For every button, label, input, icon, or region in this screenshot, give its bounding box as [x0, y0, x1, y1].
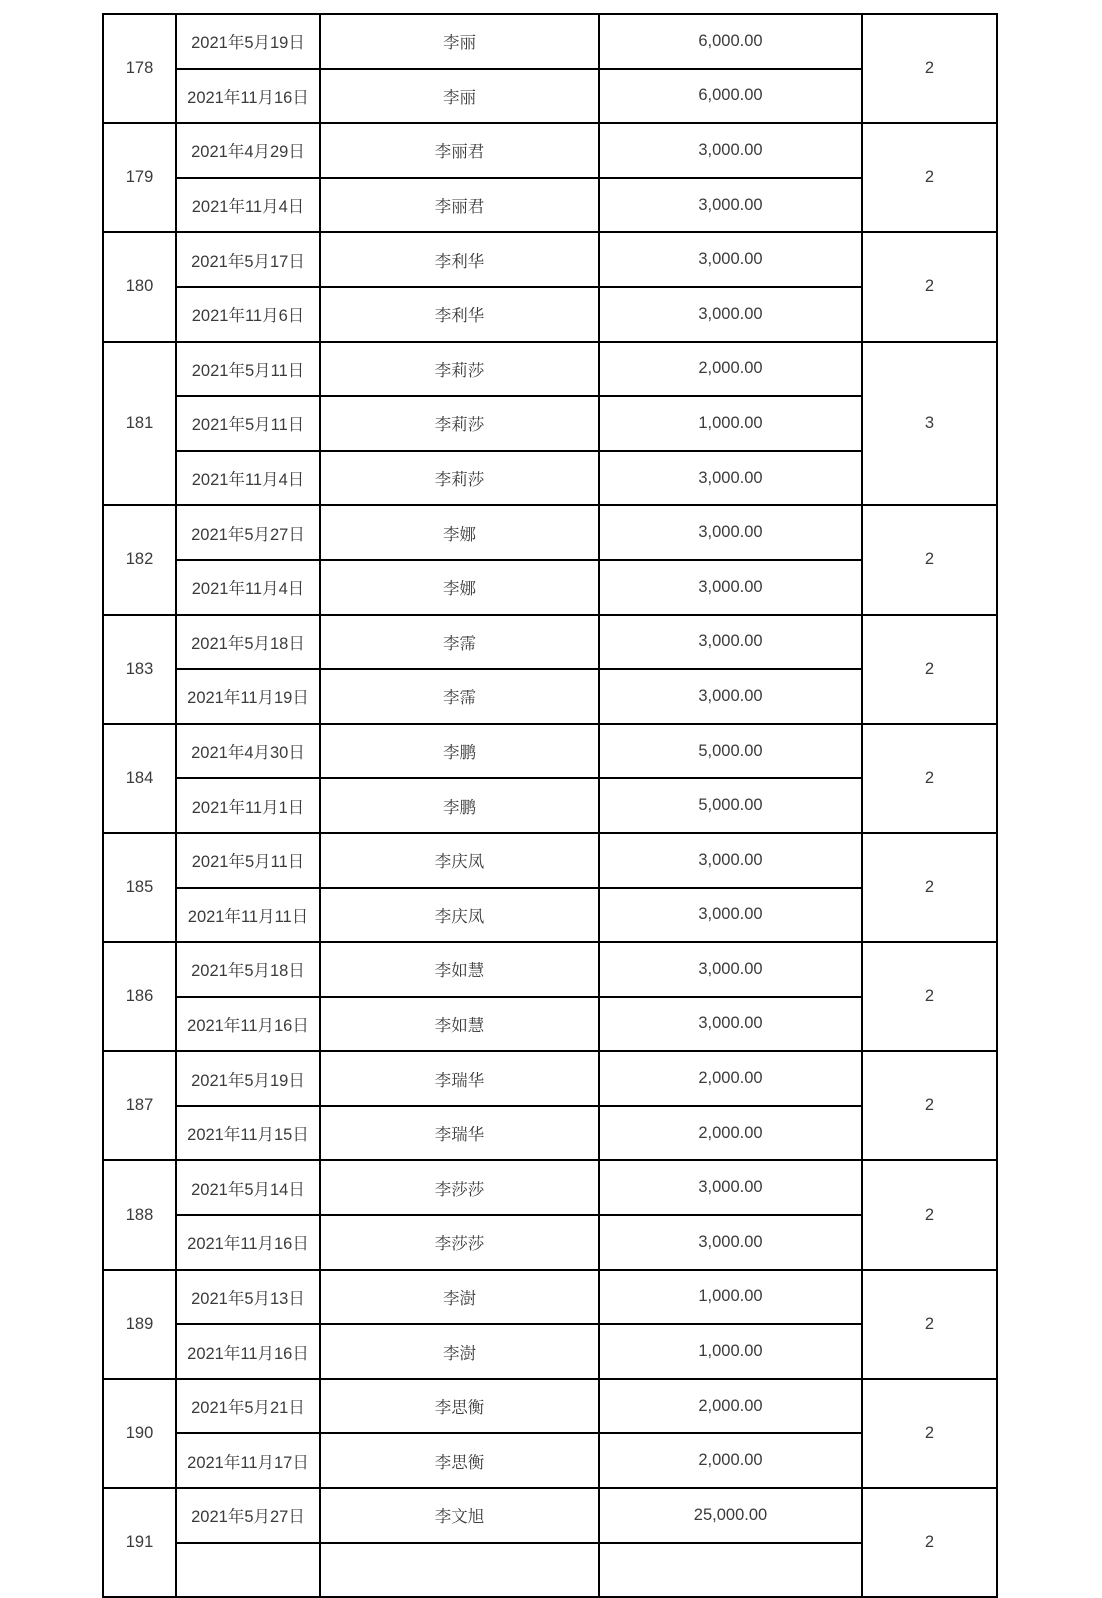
name-cell: 李文旭	[320, 1488, 599, 1543]
date-cell: 2021年11月16日	[176, 1215, 320, 1270]
date-cell: 2021年11月6日	[176, 287, 320, 342]
name-cell: 李莉莎	[320, 451, 599, 506]
row-index-cell: 187	[103, 1051, 176, 1160]
table-row	[103, 1270, 997, 1325]
name-cell: 李丽君	[320, 178, 599, 233]
name-cell: 李鹏	[320, 724, 599, 779]
name-cell: 李霈	[320, 669, 599, 724]
date-cell: 2021年11月16日	[176, 69, 320, 124]
row-index-cell: 184	[103, 724, 176, 833]
row-index-cell: 182	[103, 505, 176, 614]
table-row	[103, 724, 997, 779]
table-row	[103, 833, 997, 888]
name-cell: 李利华	[320, 232, 599, 287]
amount-cell: 3,000.00	[599, 833, 862, 888]
amount-cell: 3,000.00	[599, 232, 862, 287]
name-cell: 李利华	[320, 287, 599, 342]
amount-cell: 2,000.00	[599, 1379, 862, 1434]
date-cell: 2021年11月4日	[176, 451, 320, 506]
date-cell: 2021年5月27日	[176, 1488, 320, 1543]
group-count-cell: 2	[862, 1270, 997, 1379]
row-index-cell: 186	[103, 942, 176, 1051]
amount-cell: 2,000.00	[599, 342, 862, 397]
name-cell: 李莉莎	[320, 342, 599, 397]
date-cell: 2021年5月11日	[176, 833, 320, 888]
name-cell: 李丽	[320, 14, 599, 69]
date-cell: 2021年11月4日	[176, 560, 320, 615]
amount-cell: 1,000.00	[599, 1324, 862, 1379]
date-cell: 2021年5月19日	[176, 14, 320, 69]
amount-cell: 1,000.00	[599, 396, 862, 451]
name-cell: 李瑞华	[320, 1106, 599, 1161]
group-count-cell: 2	[862, 14, 997, 123]
amount-cell: 6,000.00	[599, 14, 862, 69]
date-cell: 2021年11月4日	[176, 178, 320, 233]
group-count-cell: 2	[862, 1379, 997, 1488]
table-row	[103, 14, 997, 69]
group-count-cell: 2	[862, 505, 997, 614]
table-row	[103, 232, 997, 287]
name-cell: 李如慧	[320, 997, 599, 1052]
date-cell: 2021年5月21日	[176, 1379, 320, 1434]
payments-table	[102, 13, 998, 1598]
name-cell: 李澍	[320, 1270, 599, 1325]
amount-cell: 3,000.00	[599, 888, 862, 943]
table-row	[103, 123, 997, 178]
name-cell: 李思衡	[320, 1433, 599, 1488]
table-row	[103, 1051, 997, 1106]
amount-cell: 3,000.00	[599, 505, 862, 560]
amount-cell: 3,000.00	[599, 997, 862, 1052]
date-cell: 2021年11月11日	[176, 888, 320, 943]
name-cell: 李莎莎	[320, 1215, 599, 1270]
table-row	[103, 1160, 997, 1215]
amount-cell: 1,000.00	[599, 1270, 862, 1325]
date-cell: 2021年11月15日	[176, 1106, 320, 1161]
name-cell: 李澍	[320, 1324, 599, 1379]
group-count-cell: 2	[862, 615, 997, 724]
amount-cell: 3,000.00	[599, 942, 862, 997]
date-cell: 2021年5月13日	[176, 1270, 320, 1325]
group-count-cell: 2	[862, 123, 997, 232]
date-cell: 2021年11月19日	[176, 669, 320, 724]
name-cell: 李思衡	[320, 1379, 599, 1434]
date-cell: 2021年11月16日	[176, 1324, 320, 1379]
name-cell: 李如慧	[320, 942, 599, 997]
amount-cell: 3,000.00	[599, 1160, 862, 1215]
date-cell: 2021年5月17日	[176, 232, 320, 287]
date-cell	[176, 1543, 320, 1598]
date-cell: 2021年11月1日	[176, 778, 320, 833]
name-cell: 李娜	[320, 560, 599, 615]
amount-cell: 6,000.00	[599, 69, 862, 124]
amount-cell: 2,000.00	[599, 1433, 862, 1488]
row-index-cell: 191	[103, 1488, 176, 1597]
date-cell: 2021年11月16日	[176, 997, 320, 1052]
amount-cell: 3,000.00	[599, 1215, 862, 1270]
amount-cell: 5,000.00	[599, 724, 862, 779]
name-cell: 李莎莎	[320, 1160, 599, 1215]
group-count-cell: 3	[862, 342, 997, 506]
name-cell: 李庆凤	[320, 833, 599, 888]
name-cell: 李丽君	[320, 123, 599, 178]
amount-cell: 25,000.00	[599, 1488, 862, 1543]
name-cell: 李瑞华	[320, 1051, 599, 1106]
amount-cell: 3,000.00	[599, 451, 862, 506]
row-index-cell: 188	[103, 1160, 176, 1269]
table-row	[103, 942, 997, 997]
date-cell: 2021年4月30日	[176, 724, 320, 779]
group-count-cell: 2	[862, 1160, 997, 1269]
payments-table-body	[103, 14, 997, 1597]
amount-cell: 3,000.00	[599, 178, 862, 233]
table-row	[103, 615, 997, 670]
name-cell: 李庆凤	[320, 888, 599, 943]
date-cell: 2021年5月19日	[176, 1051, 320, 1106]
amount-cell: 5,000.00	[599, 778, 862, 833]
row-index-cell: 183	[103, 615, 176, 724]
name-cell: 李霈	[320, 615, 599, 670]
date-cell: 2021年5月11日	[176, 342, 320, 397]
name-cell: 李丽	[320, 69, 599, 124]
date-cell: 2021年5月27日	[176, 505, 320, 560]
table-row	[103, 1488, 997, 1543]
table-row	[103, 505, 997, 560]
row-index-cell: 185	[103, 833, 176, 942]
name-cell	[320, 1543, 599, 1598]
group-count-cell: 2	[862, 232, 997, 341]
date-cell: 2021年4月29日	[176, 123, 320, 178]
amount-cell: 3,000.00	[599, 560, 862, 615]
date-cell: 2021年5月11日	[176, 396, 320, 451]
row-index-cell: 179	[103, 123, 176, 232]
date-cell: 2021年5月18日	[176, 615, 320, 670]
amount-cell: 3,000.00	[599, 287, 862, 342]
amount-cell: 2,000.00	[599, 1051, 862, 1106]
amount-cell: 3,000.00	[599, 123, 862, 178]
group-count-cell: 2	[862, 833, 997, 942]
row-index-cell: 180	[103, 232, 176, 341]
date-cell: 2021年5月18日	[176, 942, 320, 997]
date-cell: 2021年5月14日	[176, 1160, 320, 1215]
name-cell: 李娜	[320, 505, 599, 560]
row-index-cell: 178	[103, 14, 176, 123]
amount-cell: 3,000.00	[599, 669, 862, 724]
group-count-cell: 2	[862, 724, 997, 833]
amount-cell	[599, 1543, 862, 1598]
group-count-cell: 2	[862, 1051, 997, 1160]
row-index-cell: 189	[103, 1270, 176, 1379]
amount-cell: 3,000.00	[599, 615, 862, 670]
row-index-cell: 181	[103, 342, 176, 506]
table-row	[103, 1379, 997, 1434]
amount-cell: 2,000.00	[599, 1106, 862, 1161]
group-count-cell: 2	[862, 942, 997, 1051]
group-count-cell: 2	[862, 1488, 997, 1597]
date-cell: 2021年11月17日	[176, 1433, 320, 1488]
name-cell: 李鹏	[320, 778, 599, 833]
row-index-cell: 190	[103, 1379, 176, 1488]
table-row	[103, 342, 997, 397]
name-cell: 李莉莎	[320, 396, 599, 451]
